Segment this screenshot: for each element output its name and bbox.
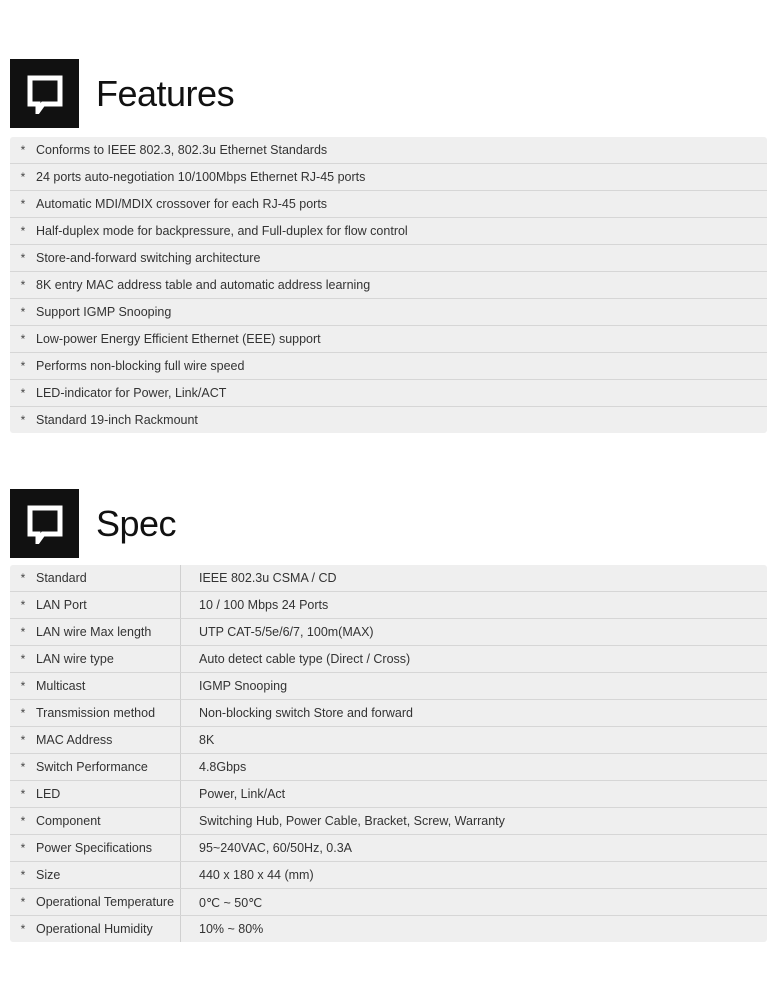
feature-item [10,380,767,407]
bullet-icon: * [20,197,26,211]
feature-text: Standard 19-inch Rackmount [36,413,198,427]
speech-bubble-icon [10,489,79,558]
feature-text: 24 ports auto-negotiation 10/100Mbps Ethernet RJ-45 ports [36,170,366,184]
feature-item [10,164,767,191]
spec-row [10,754,767,781]
spec-key-cell [10,727,180,753]
spec-value: 10 / 100 Mbps 24 Ports [199,598,329,612]
spec-value: 8K [199,733,215,747]
spec-value: 95~240VAC, 60/50Hz, 0.3A [199,841,352,855]
feature-item [10,326,767,353]
bullet-icon: * [20,305,26,319]
features-title: Features [96,72,235,114]
spec-key: Component [36,814,101,828]
bullet-icon: * [20,386,26,400]
spec-value: IGMP Snooping [199,679,288,693]
bullet-icon: * [20,895,26,909]
spec-key: Transmission method [36,706,156,720]
feature-text: Support IGMP Snooping [36,305,172,319]
feature-item [10,272,767,299]
bullet-icon: * [20,652,26,666]
bullet-icon: * [20,170,26,184]
bullet-icon: * [20,922,26,936]
feature-text: Low-power Energy Efficient Ethernet (EEE) support [36,332,321,346]
bullet-icon: * [20,787,26,801]
spec-key-cell [10,592,180,618]
bullet-icon: * [20,251,26,265]
feature-text: LED-indicator for Power, Link/ACT [36,386,227,400]
spec-value: 440 x 180 x 44 (mm) [199,868,314,882]
feature-item [10,191,767,218]
spec-key: MAC Address [36,733,113,747]
spec-value: Non-blocking switch Store and forward [199,706,413,720]
spec-key-cell [10,619,180,645]
spec-row [10,673,767,700]
spec-row [10,916,767,942]
spec-row [10,565,767,592]
spec-row [10,781,767,808]
spec-row [10,700,767,727]
bullet-icon: * [20,332,26,346]
feature-item [10,407,767,433]
spec-key-cell [10,916,180,942]
bullet-icon: * [20,278,26,292]
spec-value: 10% ~ 80% [199,922,264,936]
bullet-icon: * [20,706,26,720]
bullet-icon: * [20,143,26,157]
bullet-icon: * [20,571,26,585]
spec-value: Auto detect cable type (Direct / Cross) [199,652,411,666]
bullet-icon: * [20,814,26,828]
spec-row [10,889,767,916]
spec-key: Operational Temperature [36,895,175,909]
feature-text: 8K entry MAC address table and automatic address learning [36,278,371,292]
spec-key-cell [10,565,180,591]
bullet-icon: * [20,598,26,612]
spec-value: Switching Hub, Power Cable, Bracket, Screw, Warranty [199,814,505,828]
bullet-icon: * [20,359,26,373]
spec-key: LED [36,787,61,801]
spec-key: Operational Humidity [36,922,153,936]
bullet-icon: * [20,841,26,855]
bullet-icon: * [20,679,26,693]
spec-key-cell [10,754,180,780]
spec-value: 4.8Gbps [199,760,247,774]
bullet-icon: * [20,625,26,639]
spec-key-cell [10,862,180,888]
spec-key-cell [10,700,180,726]
spec-key: Size [36,868,61,882]
bullet-icon: * [20,733,26,747]
spec-key: Switch Performance [36,760,148,774]
features-list [10,137,767,433]
spec-header [10,489,176,558]
spec-key-cell [10,646,180,672]
spec-value: IEEE 802.3u CSMA / CD [199,571,337,585]
feature-item [10,245,767,272]
spec-key: LAN Port [36,598,87,612]
spec-value: UTP CAT-5/5e/6/7, 100m(MAX) [199,625,374,639]
spec-row [10,727,767,754]
spec-key: LAN wire type [36,652,114,666]
spec-title: Spec [96,502,177,544]
spec-row [10,646,767,673]
spec-value: Power, Link/Act [199,787,286,801]
speech-bubble-icon [10,59,79,128]
feature-text: Half-duplex mode for backpressure, and Full-duplex for flow control [36,224,408,238]
bullet-icon: * [20,760,26,774]
spec-row [10,862,767,889]
spec-key-cell [10,889,180,915]
bullet-icon: * [20,224,26,238]
bullet-icon: * [20,868,26,882]
feature-text: Automatic MDI/MDIX crossover for each RJ-45 ports [36,197,328,211]
feature-item [10,353,767,380]
bullet-icon: * [20,413,26,427]
spec-key-cell [10,835,180,861]
feature-item [10,218,767,245]
spec-key: LAN wire Max length [36,625,152,639]
feature-item [10,299,767,326]
feature-item [10,137,767,164]
feature-text: Performs non-blocking full wire speed [36,359,245,373]
spec-row [10,835,767,862]
spec-value: 0℃ ~ 50℃ [199,895,263,910]
spec-table [10,565,767,942]
spec-key: Power Specifications [36,841,153,855]
spec-key: Standard [36,571,87,585]
spec-key-cell [10,781,180,807]
spec-row [10,592,767,619]
features-header [10,59,234,128]
spec-row [10,808,767,835]
spec-key-cell [10,808,180,834]
feature-text: Conforms to IEEE 802.3, 802.3u Ethernet Standards [36,143,328,157]
feature-text: Store-and-forward switching architecture [36,251,261,265]
spec-key: Multicast [36,679,86,693]
spec-row [10,619,767,646]
spec-key-cell [10,673,180,699]
